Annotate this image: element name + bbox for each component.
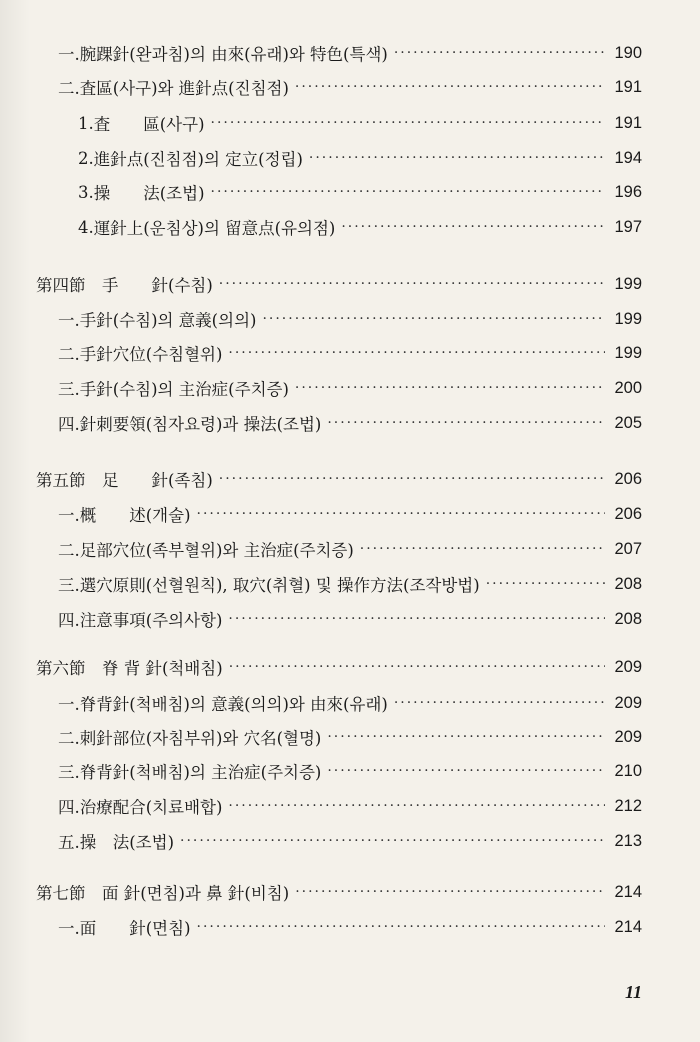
- toc-entry-number: 一.: [58, 45, 80, 64]
- toc-entry-title: 足部穴位(족부혈위)와 主治症(주치증): [79, 541, 354, 560]
- toc-entry-page: 197: [614, 217, 642, 236]
- toc-entry: [58, 604, 642, 634]
- toc-entry-title: 手針(수침)의 意義(의의): [79, 311, 257, 330]
- toc-entry-title: 操 法(조법): [79, 833, 175, 852]
- toc-entry-number: 1.: [78, 113, 94, 133]
- toc-entry: [58, 791, 642, 821]
- toc-entry: [58, 826, 642, 856]
- toc-entry-title: 査 區(사구): [93, 115, 205, 134]
- leader-dots: [180, 833, 605, 849]
- toc-entry-page: 199: [614, 343, 642, 362]
- leader-dots: [228, 798, 605, 814]
- toc-entry-page: 213: [614, 831, 642, 850]
- leader-dots: [229, 659, 605, 675]
- toc-entry-title: 操 法(조법): [93, 184, 205, 203]
- toc-entry-page: 196: [614, 182, 642, 201]
- toc-entry-number: 2.: [78, 148, 94, 168]
- toc-entry-page: 199: [614, 274, 642, 293]
- page-number: 11: [624, 982, 642, 1002]
- toc-section-heading: [36, 877, 642, 907]
- toc-entry-title: 注意事項(주의사항): [79, 611, 223, 630]
- toc-entry-number: 一.: [58, 919, 80, 938]
- toc-entry: [78, 108, 642, 138]
- leader-dots: [327, 415, 605, 431]
- toc-entry-page: 206: [614, 469, 642, 488]
- leader-dots: [486, 576, 605, 592]
- leader-dots: [228, 345, 605, 361]
- toc-entry-page: 209: [614, 693, 642, 712]
- toc-entry-page: 206: [614, 504, 642, 523]
- toc-section-heading: [36, 269, 642, 299]
- leader-dots: [327, 763, 605, 779]
- toc-entry: [58, 688, 642, 718]
- toc-entry: [58, 756, 642, 786]
- toc-entry-page: 209: [614, 727, 642, 746]
- leader-dots: [341, 219, 605, 235]
- leader-dots: [219, 276, 605, 292]
- leader-dots: [219, 471, 605, 487]
- toc-entry-page: 191: [614, 77, 642, 96]
- toc-entry-title: 第七節 面 針(면침)과 鼻 針(비침): [36, 884, 290, 903]
- toc-section-heading: [36, 652, 642, 682]
- toc-entry-title: 進針点(진침점)의 定立(정립): [93, 150, 303, 169]
- toc-entry-title: 針刺要領(침자요령)과 操法(조법): [79, 415, 322, 434]
- toc-entry: [58, 569, 642, 599]
- toc-entry: [58, 72, 642, 102]
- toc-entry-page: 194: [614, 148, 642, 167]
- toc-entry-title: 第六節 脊 背 針(척배침): [36, 659, 223, 678]
- toc-entry-title: 刺針部位(자침부위)와 穴名(혈명): [79, 729, 322, 748]
- toc-entry-title: 概 述(개술): [79, 506, 191, 525]
- leader-dots: [197, 506, 605, 522]
- toc-entry-page: 208: [614, 609, 642, 628]
- leader-dots: [394, 695, 605, 711]
- toc-entry-number: 3.: [78, 182, 94, 202]
- toc-entry-page: 208: [614, 574, 642, 593]
- toc-entry-number: 三.: [58, 576, 80, 595]
- toc-entry: [58, 38, 642, 68]
- toc-entry-page: 214: [614, 882, 642, 901]
- toc-entry-title: 査區(사구)와 進針点(진침점): [79, 79, 289, 98]
- toc-section-heading: [36, 464, 642, 494]
- leader-dots: [327, 729, 605, 745]
- toc-entry-title: 腕踝針(완과침)의 由來(유래)와 特色(특색): [79, 45, 388, 64]
- toc-entry-number: 二.: [58, 345, 80, 364]
- toc-entry: [78, 212, 642, 242]
- toc-entry-number: 五.: [58, 833, 80, 852]
- leader-dots: [295, 380, 605, 396]
- toc-entry-page: 200: [614, 378, 642, 397]
- toc-entry-number: 二.: [58, 541, 80, 560]
- leader-dots: [394, 45, 605, 61]
- toc-entry-number: 4.: [78, 217, 94, 237]
- toc-entry-number: 四.: [58, 415, 80, 434]
- toc-entry: [58, 912, 642, 942]
- toc-entry-page: 207: [614, 539, 642, 558]
- leader-dots: [211, 184, 605, 200]
- leader-dots: [360, 541, 605, 557]
- toc-entry-number: 四.: [58, 611, 80, 630]
- toc-entry-title: 脊背針(척배침)의 主治症(주치증): [79, 763, 322, 782]
- toc-entry-page: 190: [614, 43, 642, 62]
- toc-entry-number: 三.: [58, 380, 80, 399]
- toc-entry-number: 一.: [58, 311, 80, 330]
- toc-entry-title: 第五節 足 針(족침): [36, 471, 213, 490]
- toc-entry-title: 手針(수침)의 主治症(주치증): [79, 380, 289, 399]
- toc-entry-title: 面 針(면침): [79, 919, 191, 938]
- toc-entry: [58, 722, 642, 752]
- leader-dots: [211, 115, 605, 131]
- toc-entry-number: 四.: [58, 798, 80, 817]
- leader-dots: [228, 611, 605, 627]
- toc-entry: [58, 408, 642, 438]
- leader-dots: [262, 311, 605, 327]
- toc-entry-title: 手針穴位(수침혈위): [79, 345, 223, 364]
- toc-entry-page: 209: [614, 657, 642, 676]
- toc-entry-title: 第四節 手 針(수침): [36, 276, 213, 295]
- toc-entry-number: 一.: [58, 695, 80, 714]
- toc-entry-title: 選穴原則(선혈원칙), 取穴(취혈) 및 操作方法(조작방법): [79, 576, 480, 595]
- toc-entry-title: 運針上(운침상)의 留意点(유의점): [93, 219, 336, 238]
- toc-entry-title: 脊背針(척배침)의 意義(의의)와 由來(유래): [79, 695, 388, 714]
- toc-entry-number: 二.: [58, 79, 80, 98]
- toc-entry-page: 210: [614, 761, 642, 780]
- toc-entry: [78, 177, 642, 207]
- leader-dots: [197, 919, 605, 935]
- toc-entry: [58, 534, 642, 564]
- leader-dots: [295, 884, 605, 900]
- toc-entry-title: 治療配合(치료배합): [79, 798, 223, 817]
- toc-entry-page: 214: [614, 917, 642, 936]
- toc-entry-page: 199: [614, 309, 642, 328]
- toc-entry: [58, 338, 642, 368]
- toc-entry-page: 205: [614, 413, 642, 432]
- leader-dots: [295, 79, 605, 95]
- leader-dots: [309, 150, 605, 166]
- toc-entry: [78, 143, 642, 173]
- toc-entry: [58, 499, 642, 529]
- toc-entry-number: 二.: [58, 729, 80, 748]
- toc-entry-page: 191: [614, 113, 642, 132]
- toc-entry: [58, 304, 642, 334]
- toc-entry-number: 一.: [58, 506, 80, 525]
- toc-entry-number: 三.: [58, 763, 80, 782]
- toc-entry-page: 212: [614, 796, 642, 815]
- toc-entry: [58, 373, 642, 403]
